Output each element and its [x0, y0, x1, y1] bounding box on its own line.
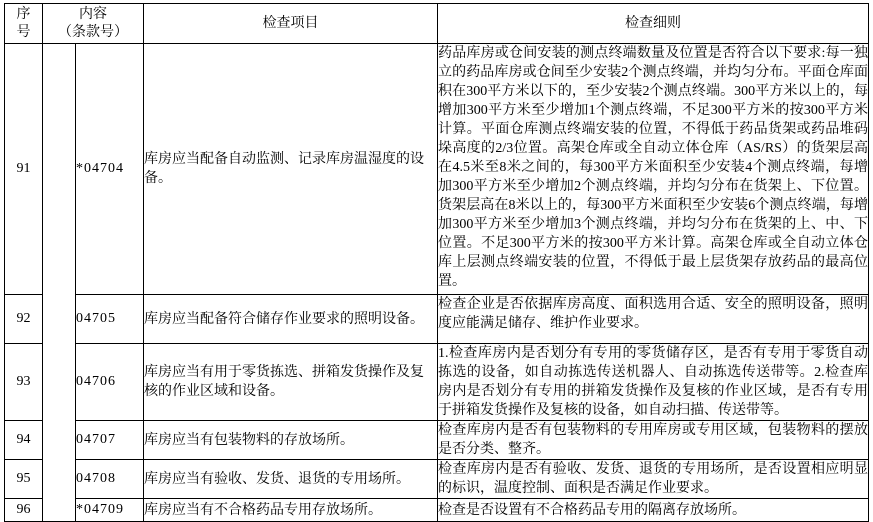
- table-row-94: [5, 421, 869, 460]
- row-no: 91: [5, 44, 43, 295]
- row-no: 93: [5, 344, 43, 421]
- table-row-96: [5, 499, 869, 522]
- row-no: 94: [5, 421, 43, 460]
- inspection-detail: 1.检查库房内是否划分有专用的零货储存区，是否有专用于零货自动拣选的设备，如自动拣选传送机器人、自动拣选传送带等。2.检查库房内是否划分有专用的拼箱发货操作及复核的作业区域，是否有专用于拼箱发货操作及复核的设备，如自动扫描、传送带等。: [438, 344, 869, 421]
- inspection-item: 库房应当有用于零货拣选、拼箱发货操作及复核的作业区域和设备。: [144, 344, 438, 421]
- inspection-detail: 药品库房或仓间安装的测点终端数量及位置是否符合以下要求:每一独立的药品库房或仓间至少安装2个测点终端，并均匀分布。平面仓库面积在300平方米以下的，至少安装2个测点终端。300平方米以上的，每增加300平方米至少增加1个测点终端，不足300平方米的按300平方米计算。平面仓库测点终端安装的位置，不得低于药品货架或药品堆码垛高度的2/3位置。高架仓库或全自动立体仓库（AS/RS）的货架层高在4.5米至8米之间的，每300平方米面积至少安装4个测点终端，每增加300平方米至少增加2个测点终端，并均匀分布在货架上、下位置。货架层高在8米以上的，每300平方米面积至少安装6个测点终端，每增加300平方米至少增加3个测点终端，并均匀分布在货架的上、中、下位置。不足300平方米的按300平方米计算。高架仓库或全自动立体仓库上层测点终端安装的位置，不得低于最上层货架存放药品的最高位置。: [438, 44, 869, 295]
- table-row-93: [5, 344, 869, 421]
- column-header-detail: 检查细则: [438, 4, 869, 44]
- inspection-detail: 检查是否设置有不合格药品专用的隔离存放场所。: [438, 499, 869, 522]
- clause-number: 04706: [76, 344, 144, 421]
- clause-number: *04709: [76, 499, 144, 522]
- table-row-91: [5, 44, 869, 295]
- inspection-item: 库房应当有不合格药品专用存放场所。: [144, 499, 438, 522]
- row-no: 92: [5, 295, 43, 344]
- inspection-detail: 检查库房内是否有验收、发货、退货的专用场所，是否设置相应明显的标识，温度控制、面积是否满足作业要求。: [438, 460, 869, 499]
- inspection-item: 库房应当配备自动监测、记录库房温湿度的设备。: [144, 44, 438, 295]
- table-row-95: [5, 460, 869, 499]
- column-header-content-line2: （条款号）: [58, 24, 128, 40]
- header-row: [5, 4, 869, 44]
- column-header-content: [43, 4, 144, 44]
- column-header-item: 检查项目: [144, 4, 438, 44]
- inspection-detail: 检查企业是否依据库房高度、面积选用合适、安全的照明设备，照明度应能满足储存、维护作业要求。: [438, 295, 869, 344]
- table-row-92: [5, 295, 869, 344]
- clause-number: 04708: [76, 460, 144, 499]
- column-header-no: [5, 4, 43, 44]
- inspection-item: 库房应当有验收、发货、退货的专用场所。: [144, 460, 438, 499]
- column-header-no-label: 序号: [16, 6, 31, 40]
- column-header-content-line1: 内容: [79, 6, 107, 22]
- inspection-checklist-table: [4, 3, 869, 522]
- clause-number: 04707: [76, 421, 144, 460]
- inspection-item: 库房应当配备符合储存作业要求的照明设备。: [144, 295, 438, 344]
- row-no: 95: [5, 460, 43, 499]
- row-no: 96: [5, 499, 43, 522]
- inspection-detail: 检查库房内是否有包装物料的专用库房或专用区域，包装物料的摆放是否分类、整齐。: [438, 421, 869, 460]
- clause-number: *04704: [76, 44, 144, 295]
- clause-number: 04705: [76, 295, 144, 344]
- inspection-item: 库房应当有包装物料的存放场所。: [144, 421, 438, 460]
- content-group-cell: [43, 44, 76, 522]
